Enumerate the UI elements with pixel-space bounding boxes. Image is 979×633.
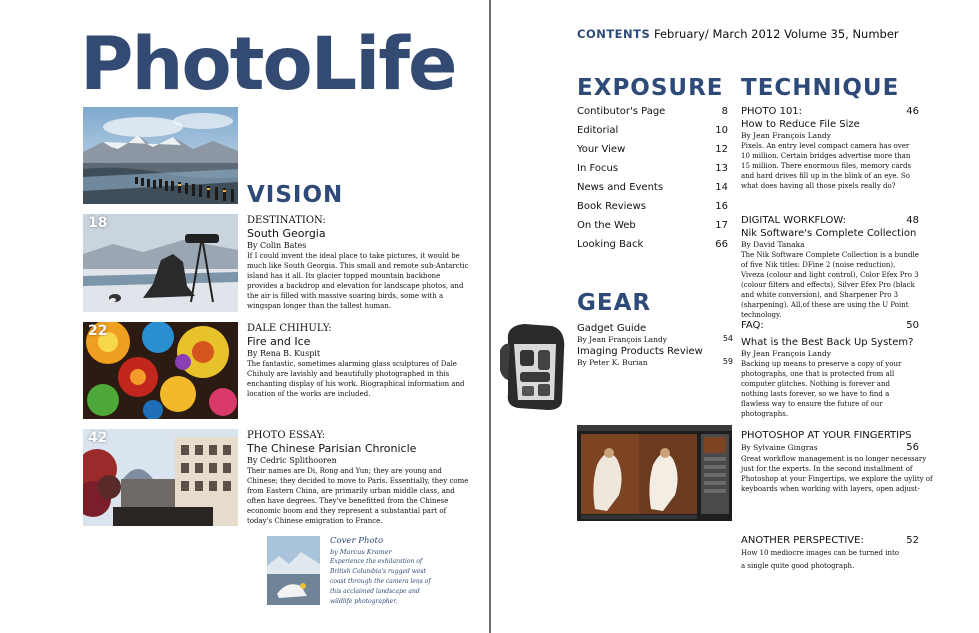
toc-item-contributors[interactable] (577, 106, 728, 118)
article-page: 48 (906, 215, 919, 226)
photoshop-screenshot (577, 425, 732, 521)
article-photo-essay[interactable] (247, 430, 472, 526)
cover-caption (330, 536, 440, 607)
toc-item-book-reviews[interactable] (577, 201, 728, 213)
article-byline: By Cedric Splithooren (247, 456, 337, 465)
gear-heading: GEAR (577, 290, 652, 316)
article-page: 56 (906, 442, 919, 453)
toc-item-page: 16 (715, 201, 728, 212)
camera-backpack-image (498, 320, 572, 412)
cover-caption-title: Cover Photo (330, 536, 384, 546)
toc-item-page: 13 (715, 163, 728, 174)
article-body: How 10 mediocre images can be turned into a single quite good photograph. (741, 549, 899, 570)
gear-item-byline: By Peter K. Burian (577, 358, 648, 367)
article-title: Fire and Ice (247, 335, 311, 348)
toc-item-your-view[interactable] (577, 144, 728, 156)
article-section: PHOTO 101: (741, 106, 803, 117)
article-dale-chihuly[interactable] (247, 323, 472, 399)
toc-item-news-events[interactable] (577, 182, 728, 194)
article-body: The fantastic, sometimes alarming glass sculptures of Dale Chihuly are lavishly and beautifully photographed in this enchanting display of his work. Biographical information and location of the works are included. (247, 360, 465, 398)
contents-header (577, 27, 899, 41)
toc-item-looking-back[interactable] (577, 239, 728, 251)
article-byline: By Sylvaine Gingras (741, 443, 818, 452)
article-title: How to Reduce File Size (741, 119, 860, 130)
article-body: Great workflow management is no longer necessary just for the experts. In the second installment of Photoshop at your Fingertips, we explore the uylity of keyboards when working with layers, open adjust- (741, 455, 933, 493)
article-section: DESTINATION: (247, 215, 326, 226)
gear-item-imaging-products[interactable] (577, 346, 733, 367)
gear-item-gadget-guide[interactable] (577, 323, 733, 344)
south-georgia-photo[interactable] (83, 214, 238, 312)
page-number-badge: 18 (88, 215, 108, 231)
article-page: 46 (906, 106, 919, 117)
issue-info: February/ March 2012 Volume 35, Number (653, 27, 899, 41)
article-south-georgia[interactable] (247, 215, 472, 311)
technique-article-another-perspective[interactable] (741, 535, 919, 573)
technique-heading: TECHNIQUE (741, 75, 900, 101)
toc-item-page: 17 (715, 220, 728, 231)
article-title: Nik Software's Complete Collection (741, 228, 917, 239)
article-byline: By David Tanaka (741, 240, 805, 249)
article-byline: By Colin Bates (247, 241, 307, 250)
page-number-badge: 22 (88, 323, 108, 339)
gear-item-page: 59 (722, 357, 733, 366)
article-title: South Georgia (247, 227, 326, 240)
article-body: Their names are Di, Rong and Yun; they are young and Chinese; they decided to move to Paris. Essentially, they come from Eastern China, are primarily urban middle class, and often have degrees. They've benefitted from the Chinese economic boom and they represent a substantial part of today's Chinese emigration to France. (247, 467, 469, 525)
article-section: FAQ: (741, 320, 764, 331)
gear-item-page: 54 (722, 334, 733, 343)
chihuly-glass-photo[interactable] (83, 322, 238, 419)
article-body: If I could invent the ideal place to take pictures, it would be much like South Georgia. This small and remote sub-Antarctic island has it all. Its glacier topped mountain backbone provides a backdrop and elevation for landscape photos, and the air is filled with massive soaring birds, some with a wingspan longer than the tallest human. (247, 252, 469, 310)
technique-article-digital-workflow[interactable] (741, 215, 919, 320)
toc-item-label: Your View (577, 144, 626, 155)
toc-item-on-the-web[interactable] (577, 220, 728, 232)
cover-thumbnail[interactable] (267, 536, 320, 605)
paris-building-photo[interactable] (83, 429, 238, 526)
technique-article-photoshop[interactable] (741, 430, 937, 494)
toc-item-page: 66 (715, 239, 728, 250)
vision-heading: VISION (247, 182, 344, 208)
page-number-badge: 42 (88, 430, 108, 446)
cover-caption-body: Experience the exhilaration of British Columbia's rugged west coast through the camera lens of this acclaimed landscape and wildlife photographer. (330, 558, 431, 605)
article-body: The Nik Software Complete Collection is a bundle of five Nik titles: DFine 2 (noise reduction), Viveza (colour and light control), Color Efex Pro 3 (colour filters and effects), Silver Efex Pro (black and white conversion), and Sharpener Pro 3 (sharpening). All,of these are using the U Point technology. (741, 251, 919, 319)
toc-item-label: News and Events (577, 182, 664, 193)
article-title: What is the Best Back Up System? (741, 337, 914, 348)
article-byline: By Jean François Landy (741, 349, 832, 358)
exposure-heading: EXPOSURE (577, 75, 724, 101)
gear-item-title: Gadget Guide (577, 323, 647, 334)
article-section: DALE CHIHULY: (247, 323, 332, 334)
article-section: PHOTO ESSAY: (247, 430, 326, 441)
toc-item-in-focus[interactable] (577, 163, 728, 175)
page-spine (489, 0, 491, 633)
article-section: PHOTOSHOP AT YOUR FINGERTIPS (741, 430, 912, 441)
gear-item-title: Imaging Products Review (577, 346, 703, 357)
contents-label: CONTENTS (577, 27, 651, 41)
toc-item-label: In Focus (577, 163, 619, 174)
toc-item-page: 12 (715, 144, 728, 155)
article-byline: By Rena B. Kuspit (247, 349, 321, 358)
article-section: ANOTHER PERSPECTIVE: (741, 535, 864, 546)
article-section: DIGITAL WORKFLOW: (741, 215, 847, 226)
article-page: 52 (906, 535, 919, 546)
toc-item-page: 8 (721, 106, 728, 117)
article-title: The Chinese Parisian Chronicle (247, 442, 417, 455)
toc-item-label: Contibutor's Page (577, 106, 666, 117)
penguin-colony-photo (83, 107, 238, 204)
toc-item-label: On the Web (577, 220, 636, 231)
toc-item-editorial[interactable] (577, 125, 728, 137)
gear-item-byline: By Jean François Landy (577, 335, 668, 344)
cover-caption-byline: by Marcus Kramer (330, 548, 392, 556)
toc-item-label: Book Reviews (577, 201, 646, 212)
article-body: Backing up means to preserve a copy of your photographs, one that is protected from all computer glitches. Nothing is forever and nothing lasts forever, so we have to find a flawless way to ensure the future of our photographs. (741, 360, 902, 418)
technique-article-faq[interactable] (741, 320, 919, 419)
toc-item-label: Looking Back (577, 239, 644, 250)
magazine-logo: PhotoLife (80, 22, 456, 107)
article-byline: By Jean François Landy (741, 131, 832, 140)
toc-item-page: 10 (715, 125, 728, 136)
toc-item-label: Editorial (577, 125, 619, 136)
article-page: 50 (906, 320, 919, 331)
toc-item-page: 14 (715, 182, 728, 193)
technique-article-photo-101[interactable] (741, 106, 919, 191)
article-body: Pixels. An entry level compact camera has over 10 million. Certain bridges advertise more than 15 million. There enormous files, memory cards and hard drives fill up in the blink of an eye. So what does having all those pixels really do? (741, 142, 912, 190)
